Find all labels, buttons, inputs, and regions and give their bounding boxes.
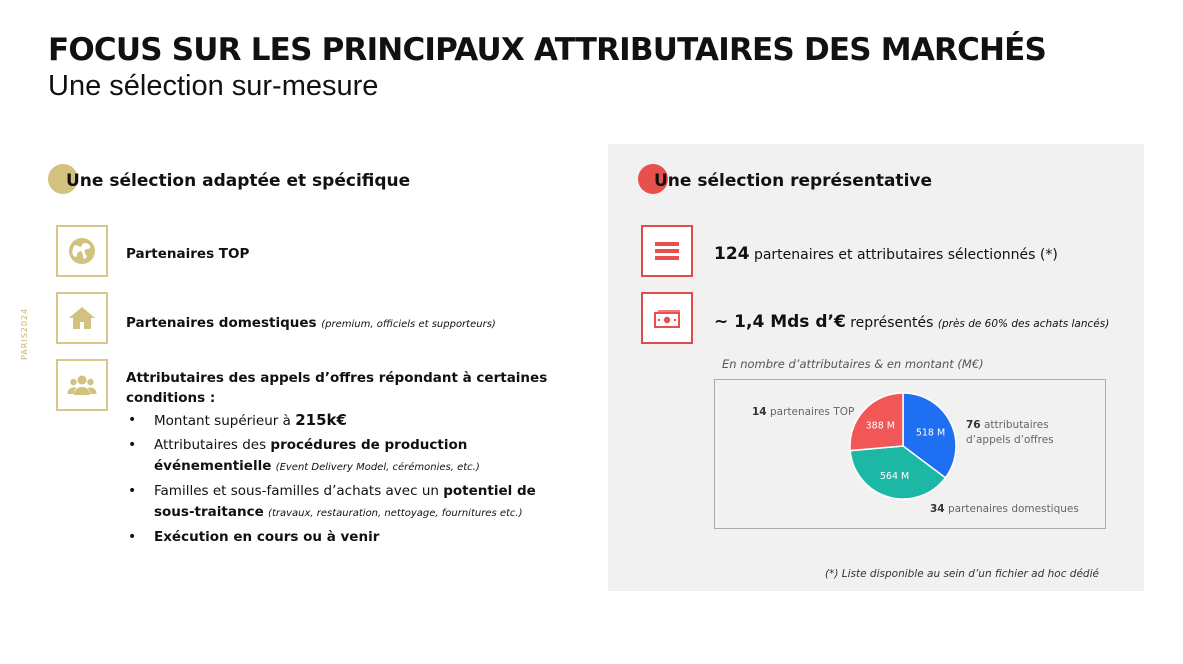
list-item: • Attributaires des procédures de production événementielle (Event Delivery Model, cérémonies, etc.) (126, 435, 566, 478)
row-label-top: Partenaires TOP (126, 246, 250, 262)
people-icon (56, 359, 108, 411)
list-item: • Exécution en cours ou à venir (126, 527, 566, 548)
footnote: (*) Liste disponible au sein d’un fichier ad hoc dédié (825, 568, 1099, 580)
globe-icon (56, 225, 108, 277)
pie-value-label-1: 564 M (879, 471, 910, 483)
banknote-icon (641, 292, 693, 344)
stat-amount: ~ 1,4 Mds d’€ représentés (près de 60% des achats lancés) (714, 312, 1110, 332)
list-icon (641, 225, 693, 277)
row-label-domestic (126, 315, 496, 331)
page-title: FOCUS SUR LES PRINCIPAUX ATTRIBUTAIRES DES MARCHÉS (48, 32, 1047, 68)
chart-caption: En nombre d’attributaires & en montant (M€) (722, 357, 984, 371)
side-mark: PARIS2024 (20, 307, 29, 360)
pie-value-label-0: 518 M (915, 427, 946, 439)
row-label-domestic-text: Partenaires domestiques (126, 315, 317, 331)
page-subtitle: Une sélection sur-mesure (48, 70, 379, 102)
row-note-domestic: (premium, officiels et supporteurs) (321, 319, 496, 330)
legend-top: 14 partenaires TOP (752, 406, 855, 418)
conditions-list (126, 410, 566, 551)
legend-tenders: 76 attributaires d’appels d’offres (966, 419, 1054, 446)
row-label-tenders: Attributaires des appels d’offres répondant à certaines conditions : (126, 370, 548, 406)
house-icon (56, 292, 108, 344)
stat-count: 124 partenaires et attributaires sélectionnés (*) (714, 244, 1058, 264)
list-item: • Montant supérieur à 215k€ (126, 410, 566, 432)
pie-value-label-2: 388 M (865, 420, 896, 432)
list-item: • Familles et sous-familles d’achats avec un potentiel de sous-traitance (travaux, restauration, nettoyage, fournitures etc.) (126, 481, 566, 524)
legend-domestic: 34 partenaires domestiques (930, 503, 1079, 515)
left-section-title: Une sélection adaptée et spécifique (66, 171, 411, 191)
right-section-title: Une sélection représentative (654, 171, 933, 191)
